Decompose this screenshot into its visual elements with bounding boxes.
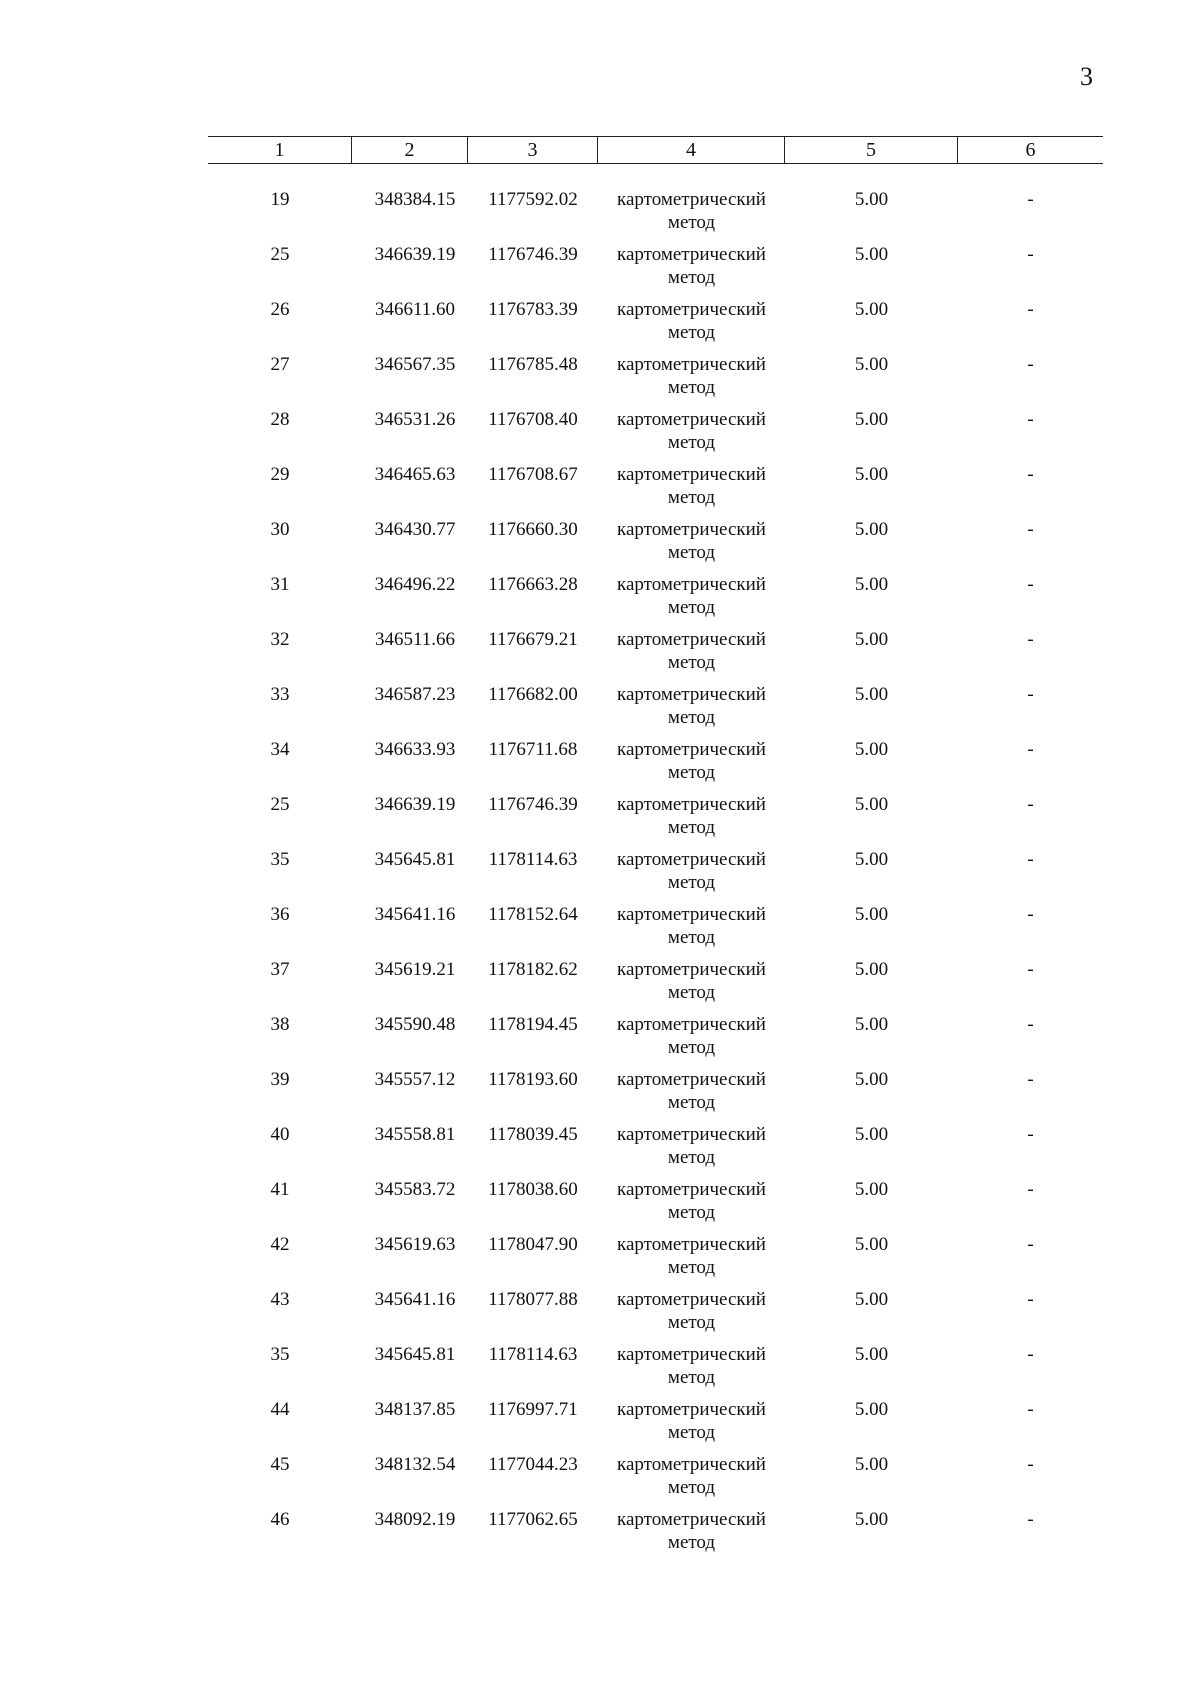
point-number: 28	[270, 409, 290, 430]
coordinate-y: 1177062.65	[488, 1509, 578, 1530]
coordinate-x: 346531.26	[374, 409, 456, 430]
method-line-2: метод	[667, 267, 716, 288]
table-row	[208, 1178, 1103, 1233]
table-row	[208, 573, 1103, 628]
coordinate-y: 1176660.30	[488, 519, 578, 540]
accuracy-value: 5.00	[854, 189, 889, 210]
coordinate-x: 345590.48	[374, 1014, 456, 1035]
method-line-1: картометрический	[617, 684, 766, 705]
coordinate-y: 1176997.71	[488, 1399, 578, 1420]
coordinate-x: 345641.16	[374, 1289, 456, 1310]
coordinate-y: 1178114.63	[488, 1344, 578, 1365]
point-number: 37	[270, 959, 290, 980]
coordinate-y: 1176682.00	[488, 684, 578, 705]
method-line-2: метод	[667, 817, 716, 838]
coordinate-y: 1176708.40	[488, 409, 578, 430]
coordinate-y: 1178114.63	[488, 849, 578, 870]
method-cell	[598, 188, 785, 243]
coordinate-x: 346430.77	[374, 519, 456, 540]
table-row	[208, 1123, 1103, 1178]
point-number: 35	[270, 1344, 290, 1365]
coordinate-x: 346611.60	[374, 299, 456, 320]
note-value: -	[1027, 1179, 1034, 1200]
note-value: -	[1027, 739, 1034, 760]
table-row	[208, 1398, 1103, 1453]
coordinate-y: 1178039.45	[488, 1124, 578, 1145]
method-line-1: картометрический	[617, 959, 766, 980]
method-cell	[598, 903, 785, 958]
method-line-2: метод	[667, 377, 716, 398]
method-line-1: картометрический	[617, 409, 766, 430]
coordinate-y: 1176783.39	[488, 299, 578, 320]
table-row	[208, 793, 1103, 848]
accuracy-value: 5.00	[854, 1289, 889, 1310]
accuracy-value: 5.00	[854, 1509, 889, 1530]
note-value: -	[1027, 904, 1034, 925]
method-cell	[598, 1288, 785, 1343]
note-value: -	[1027, 849, 1034, 870]
method-cell	[598, 1123, 785, 1178]
coordinate-x: 345645.81	[374, 1344, 456, 1365]
method-cell	[598, 1013, 785, 1068]
point-number: 42	[270, 1234, 290, 1255]
accuracy-value: 5.00	[854, 354, 889, 375]
point-number: 30	[270, 519, 290, 540]
point-number: 32	[270, 629, 290, 650]
accuracy-value: 5.00	[854, 1179, 889, 1200]
point-number: 44	[270, 1399, 290, 1420]
coordinate-y: 1177044.23	[488, 1454, 578, 1475]
accuracy-value: 5.00	[854, 959, 889, 980]
table-row	[208, 958, 1103, 1013]
coordinate-y: 1177592.02	[488, 189, 578, 210]
coordinate-x: 348384.15	[374, 189, 456, 210]
accuracy-value: 5.00	[854, 1069, 889, 1090]
method-line-1: картометрический	[617, 1509, 766, 1530]
table-row	[208, 463, 1103, 518]
accuracy-value: 5.00	[854, 849, 889, 870]
coordinate-x: 346587.23	[374, 684, 456, 705]
coordinate-y: 1178047.90	[488, 1234, 578, 1255]
note-value: -	[1027, 519, 1034, 540]
point-number: 35	[270, 849, 290, 870]
method-cell	[598, 1068, 785, 1123]
method-line-1: картометрический	[617, 1454, 766, 1475]
coordinate-y: 1176679.21	[488, 629, 578, 650]
method-line-1: картометрический	[617, 1344, 766, 1365]
method-cell	[598, 298, 785, 353]
table-header	[208, 136, 1103, 164]
method-line-1: картометрический	[617, 1289, 766, 1310]
accuracy-value: 5.00	[854, 794, 889, 815]
method-line-2: метод	[667, 212, 716, 233]
method-line-1: картометрический	[617, 244, 766, 265]
coordinate-y: 1176746.39	[488, 244, 578, 265]
point-number: 40	[270, 1124, 290, 1145]
method-line-1: картометрический	[617, 1179, 766, 1200]
method-line-1: картометрический	[617, 189, 766, 210]
method-cell	[598, 628, 785, 683]
method-cell	[598, 793, 785, 848]
note-value: -	[1027, 1014, 1034, 1035]
method-cell	[598, 683, 785, 738]
coordinate-x: 346633.93	[374, 739, 456, 760]
method-line-2: метод	[667, 1202, 716, 1223]
coordinate-x: 345557.12	[374, 1069, 456, 1090]
note-value: -	[1027, 189, 1034, 210]
coordinate-x: 348137.85	[374, 1399, 456, 1420]
note-value: -	[1027, 1399, 1034, 1420]
accuracy-value: 5.00	[854, 409, 889, 430]
note-value: -	[1027, 409, 1034, 430]
coordinate-x: 348092.19	[374, 1509, 456, 1530]
coordinate-x: 345619.21	[374, 959, 456, 980]
method-line-2: метод	[667, 432, 716, 453]
point-number: 36	[270, 904, 290, 925]
note-value: -	[1027, 354, 1034, 375]
method-cell	[598, 1343, 785, 1398]
point-number: 34	[270, 739, 290, 760]
method-line-1: картометрический	[617, 354, 766, 375]
note-value: -	[1027, 1344, 1034, 1365]
method-line-2: метод	[667, 652, 716, 673]
coordinate-x: 345619.63	[374, 1234, 456, 1255]
method-line-1: картометрический	[617, 1399, 766, 1420]
note-value: -	[1027, 794, 1034, 815]
accuracy-value: 5.00	[854, 1014, 889, 1035]
point-number: 26	[270, 299, 290, 320]
point-number: 38	[270, 1014, 290, 1035]
method-cell	[598, 1178, 785, 1233]
method-line-2: метод	[667, 542, 716, 563]
header-col-1: 1	[208, 137, 352, 163]
point-number: 27	[270, 354, 290, 375]
coordinate-x: 346511.66	[374, 629, 456, 650]
table-row	[208, 1343, 1103, 1398]
accuracy-value: 5.00	[854, 1234, 889, 1255]
coordinate-x: 345583.72	[374, 1179, 456, 1200]
coordinate-y: 1178193.60	[488, 1069, 578, 1090]
page-number: 3	[1080, 62, 1093, 91]
method-cell	[598, 738, 785, 793]
accuracy-value: 5.00	[854, 299, 889, 320]
method-cell	[598, 1398, 785, 1453]
note-value: -	[1027, 464, 1034, 485]
table-row	[208, 848, 1103, 903]
table-row	[208, 738, 1103, 793]
coordinate-y: 1176663.28	[488, 574, 578, 595]
method-line-2: метод	[667, 322, 716, 343]
method-cell	[598, 243, 785, 298]
point-number: 43	[270, 1289, 290, 1310]
accuracy-value: 5.00	[854, 1454, 889, 1475]
method-line-2: метод	[667, 1092, 716, 1113]
accuracy-value: 5.00	[854, 904, 889, 925]
table-body	[208, 188, 1103, 1563]
method-line-1: картометрический	[617, 629, 766, 650]
coordinate-x: 348132.54	[374, 1454, 456, 1475]
coordinate-y: 1178182.62	[488, 959, 578, 980]
point-number: 29	[270, 464, 290, 485]
method-cell	[598, 463, 785, 518]
method-line-2: метод	[667, 982, 716, 1003]
table-row	[208, 243, 1103, 298]
coordinate-y: 1176708.67	[488, 464, 578, 485]
coordinates-table	[208, 136, 1103, 1563]
method-line-1: картометрический	[617, 464, 766, 485]
coordinate-x: 345645.81	[374, 849, 456, 870]
method-line-2: метод	[667, 1147, 716, 1168]
coordinate-y: 1178152.64	[488, 904, 578, 925]
method-line-1: картометрический	[617, 904, 766, 925]
method-line-1: картометрический	[617, 1014, 766, 1035]
table-row	[208, 628, 1103, 683]
table-row	[208, 903, 1103, 958]
point-number: 31	[270, 574, 290, 595]
method-cell	[598, 1233, 785, 1288]
method-line-1: картометрический	[617, 574, 766, 595]
accuracy-value: 5.00	[854, 464, 889, 485]
method-line-2: метод	[667, 487, 716, 508]
accuracy-value: 5.00	[854, 519, 889, 540]
method-line-2: метод	[667, 762, 716, 783]
coordinate-y: 1178038.60	[488, 1179, 578, 1200]
table-row	[208, 1068, 1103, 1123]
accuracy-value: 5.00	[854, 1399, 889, 1420]
header-col-6: 6	[1025, 138, 1036, 161]
header-col-3: 3	[468, 137, 598, 163]
method-line-2: метод	[667, 707, 716, 728]
point-number: 46	[270, 1509, 290, 1530]
table-row	[208, 1013, 1103, 1068]
note-value: -	[1027, 244, 1034, 265]
point-number: 33	[270, 684, 290, 705]
method-cell	[598, 1453, 785, 1508]
accuracy-value: 5.00	[854, 1344, 889, 1365]
coordinate-y: 1178194.45	[488, 1014, 578, 1035]
table-row	[208, 353, 1103, 408]
coordinate-x: 346639.19	[374, 794, 456, 815]
table-row	[208, 1288, 1103, 1343]
method-cell	[598, 1508, 785, 1563]
method-cell	[598, 573, 785, 628]
accuracy-value: 5.00	[854, 244, 889, 265]
method-line-2: метод	[667, 872, 716, 893]
coordinate-y: 1176785.48	[488, 354, 578, 375]
method-line-2: метод	[667, 1367, 716, 1388]
method-line-2: метод	[667, 1037, 716, 1058]
table-row	[208, 1453, 1103, 1508]
method-line-1: картометрический	[617, 519, 766, 540]
coordinate-x: 346567.35	[374, 354, 456, 375]
note-value: -	[1027, 1069, 1034, 1090]
table-row	[208, 1233, 1103, 1288]
method-cell	[598, 353, 785, 408]
accuracy-value: 5.00	[854, 739, 889, 760]
point-number: 45	[270, 1454, 290, 1475]
table-row	[208, 188, 1103, 243]
note-value: -	[1027, 629, 1034, 650]
point-number: 39	[270, 1069, 290, 1090]
method-line-2: метод	[667, 1532, 716, 1553]
method-line-2: метод	[667, 1312, 716, 1333]
table-row	[208, 408, 1103, 463]
note-value: -	[1027, 1454, 1034, 1475]
method-cell	[598, 958, 785, 1013]
note-value: -	[1027, 574, 1034, 595]
table-row	[208, 518, 1103, 573]
table-row	[208, 298, 1103, 353]
note-value: -	[1027, 1124, 1034, 1145]
coordinate-x: 346465.63	[374, 464, 456, 485]
note-value: -	[1027, 299, 1034, 320]
point-number: 41	[270, 1179, 290, 1200]
coordinate-x: 345558.81	[374, 1124, 456, 1145]
coordinate-y: 1176711.68	[488, 739, 578, 760]
note-value: -	[1027, 684, 1034, 705]
method-cell	[598, 848, 785, 903]
point-number: 25	[270, 794, 290, 815]
method-line-2: метод	[667, 1477, 716, 1498]
note-value: -	[1027, 1234, 1034, 1255]
note-value: -	[1027, 959, 1034, 980]
table-row	[208, 683, 1103, 738]
accuracy-value: 5.00	[854, 629, 889, 650]
method-line-2: метод	[667, 927, 716, 948]
method-line-2: метод	[667, 1257, 716, 1278]
method-line-1: картометрический	[617, 1234, 766, 1255]
method-line-1: картометрический	[617, 1069, 766, 1090]
method-line-1: картометрический	[617, 794, 766, 815]
header-col-4: 4	[598, 137, 785, 163]
accuracy-value: 5.00	[854, 1124, 889, 1145]
method-line-2: метод	[667, 1422, 716, 1443]
method-line-1: картометрический	[617, 299, 766, 320]
coordinate-x: 346639.19	[374, 244, 456, 265]
header-col-5: 5	[785, 137, 958, 163]
note-value: -	[1027, 1289, 1034, 1310]
method-line-2: метод	[667, 597, 716, 618]
coordinate-x: 346496.22	[374, 574, 456, 595]
note-value: -	[1027, 1509, 1034, 1530]
point-number: 25	[270, 244, 290, 265]
coordinate-x: 345641.16	[374, 904, 456, 925]
method-cell	[598, 408, 785, 463]
method-line-1: картометрический	[617, 739, 766, 760]
header-col-2: 2	[352, 137, 468, 163]
coordinate-y: 1176746.39	[488, 794, 578, 815]
method-line-1: картометрический	[617, 849, 766, 870]
method-cell	[598, 518, 785, 573]
accuracy-value: 5.00	[854, 574, 889, 595]
point-number: 19	[270, 189, 290, 210]
accuracy-value: 5.00	[854, 684, 889, 705]
method-line-1: картометрический	[617, 1124, 766, 1145]
table-row	[208, 1508, 1103, 1563]
coordinate-y: 1178077.88	[488, 1289, 578, 1310]
